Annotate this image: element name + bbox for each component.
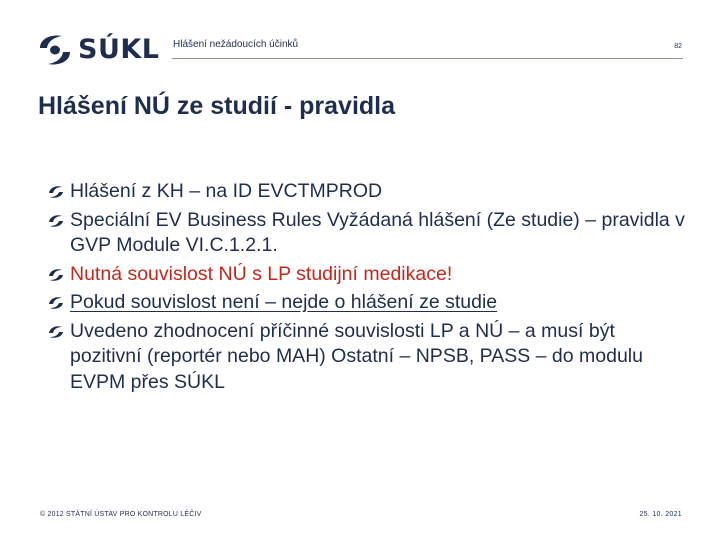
swoosh-bullet-icon: [48, 214, 64, 228]
bullet-item: [48, 319, 688, 396]
bullet-item: [48, 290, 688, 316]
sukl-logo: [36, 32, 160, 68]
logo-text: SÚKL: [78, 34, 160, 65]
bullet-list: [48, 179, 688, 398]
bullet-text-underlined: Pokud souvislost není – nejde o hlášení ze studie: [70, 291, 498, 313]
swoosh-bullet-icon: [48, 325, 64, 339]
bullet-text: Uvedeno zhodnocení příčinné souvislosti LP a NÚ – a musí být pozitivní (reportér nebo MAH) Ostatní – NPSB, PASS – do modulu EVPM přes SÚKL: [70, 319, 643, 393]
bullet-item: [48, 179, 688, 205]
swoosh-bullet-icon: [48, 185, 64, 199]
bullet-text: Hlášení z KH – na ID EVCTMPROD: [70, 180, 383, 202]
slide-title: Hlášení NÚ ze studií - pravidla: [38, 92, 396, 120]
bullet-item: [48, 208, 688, 259]
header-title: Hlášení nežádoucích účinků: [173, 39, 299, 50]
bullet-text: Speciální EV Business Rules Vyžádaná hlášení (Ze studie) – pravidla v GVP Module VI.C.1.2.1.: [70, 208, 685, 256]
bullet-item: [48, 262, 688, 288]
footer-date: 25. 10. 2021: [639, 511, 682, 518]
swoosh-bullet-icon: [48, 268, 64, 282]
swoosh-bullet-icon: [48, 296, 64, 310]
header-divider: [172, 58, 683, 59]
sukl-logo-icon: [36, 32, 74, 68]
bullet-text-highlight: Nutná souvislost NÚ s LP studijní medikace!: [70, 262, 453, 285]
page-number: 82: [674, 43, 682, 50]
footer-copyright: © 2012 STÁTNÍ ÚSTAV PRO KONTROLU LÉČIV: [40, 511, 202, 518]
